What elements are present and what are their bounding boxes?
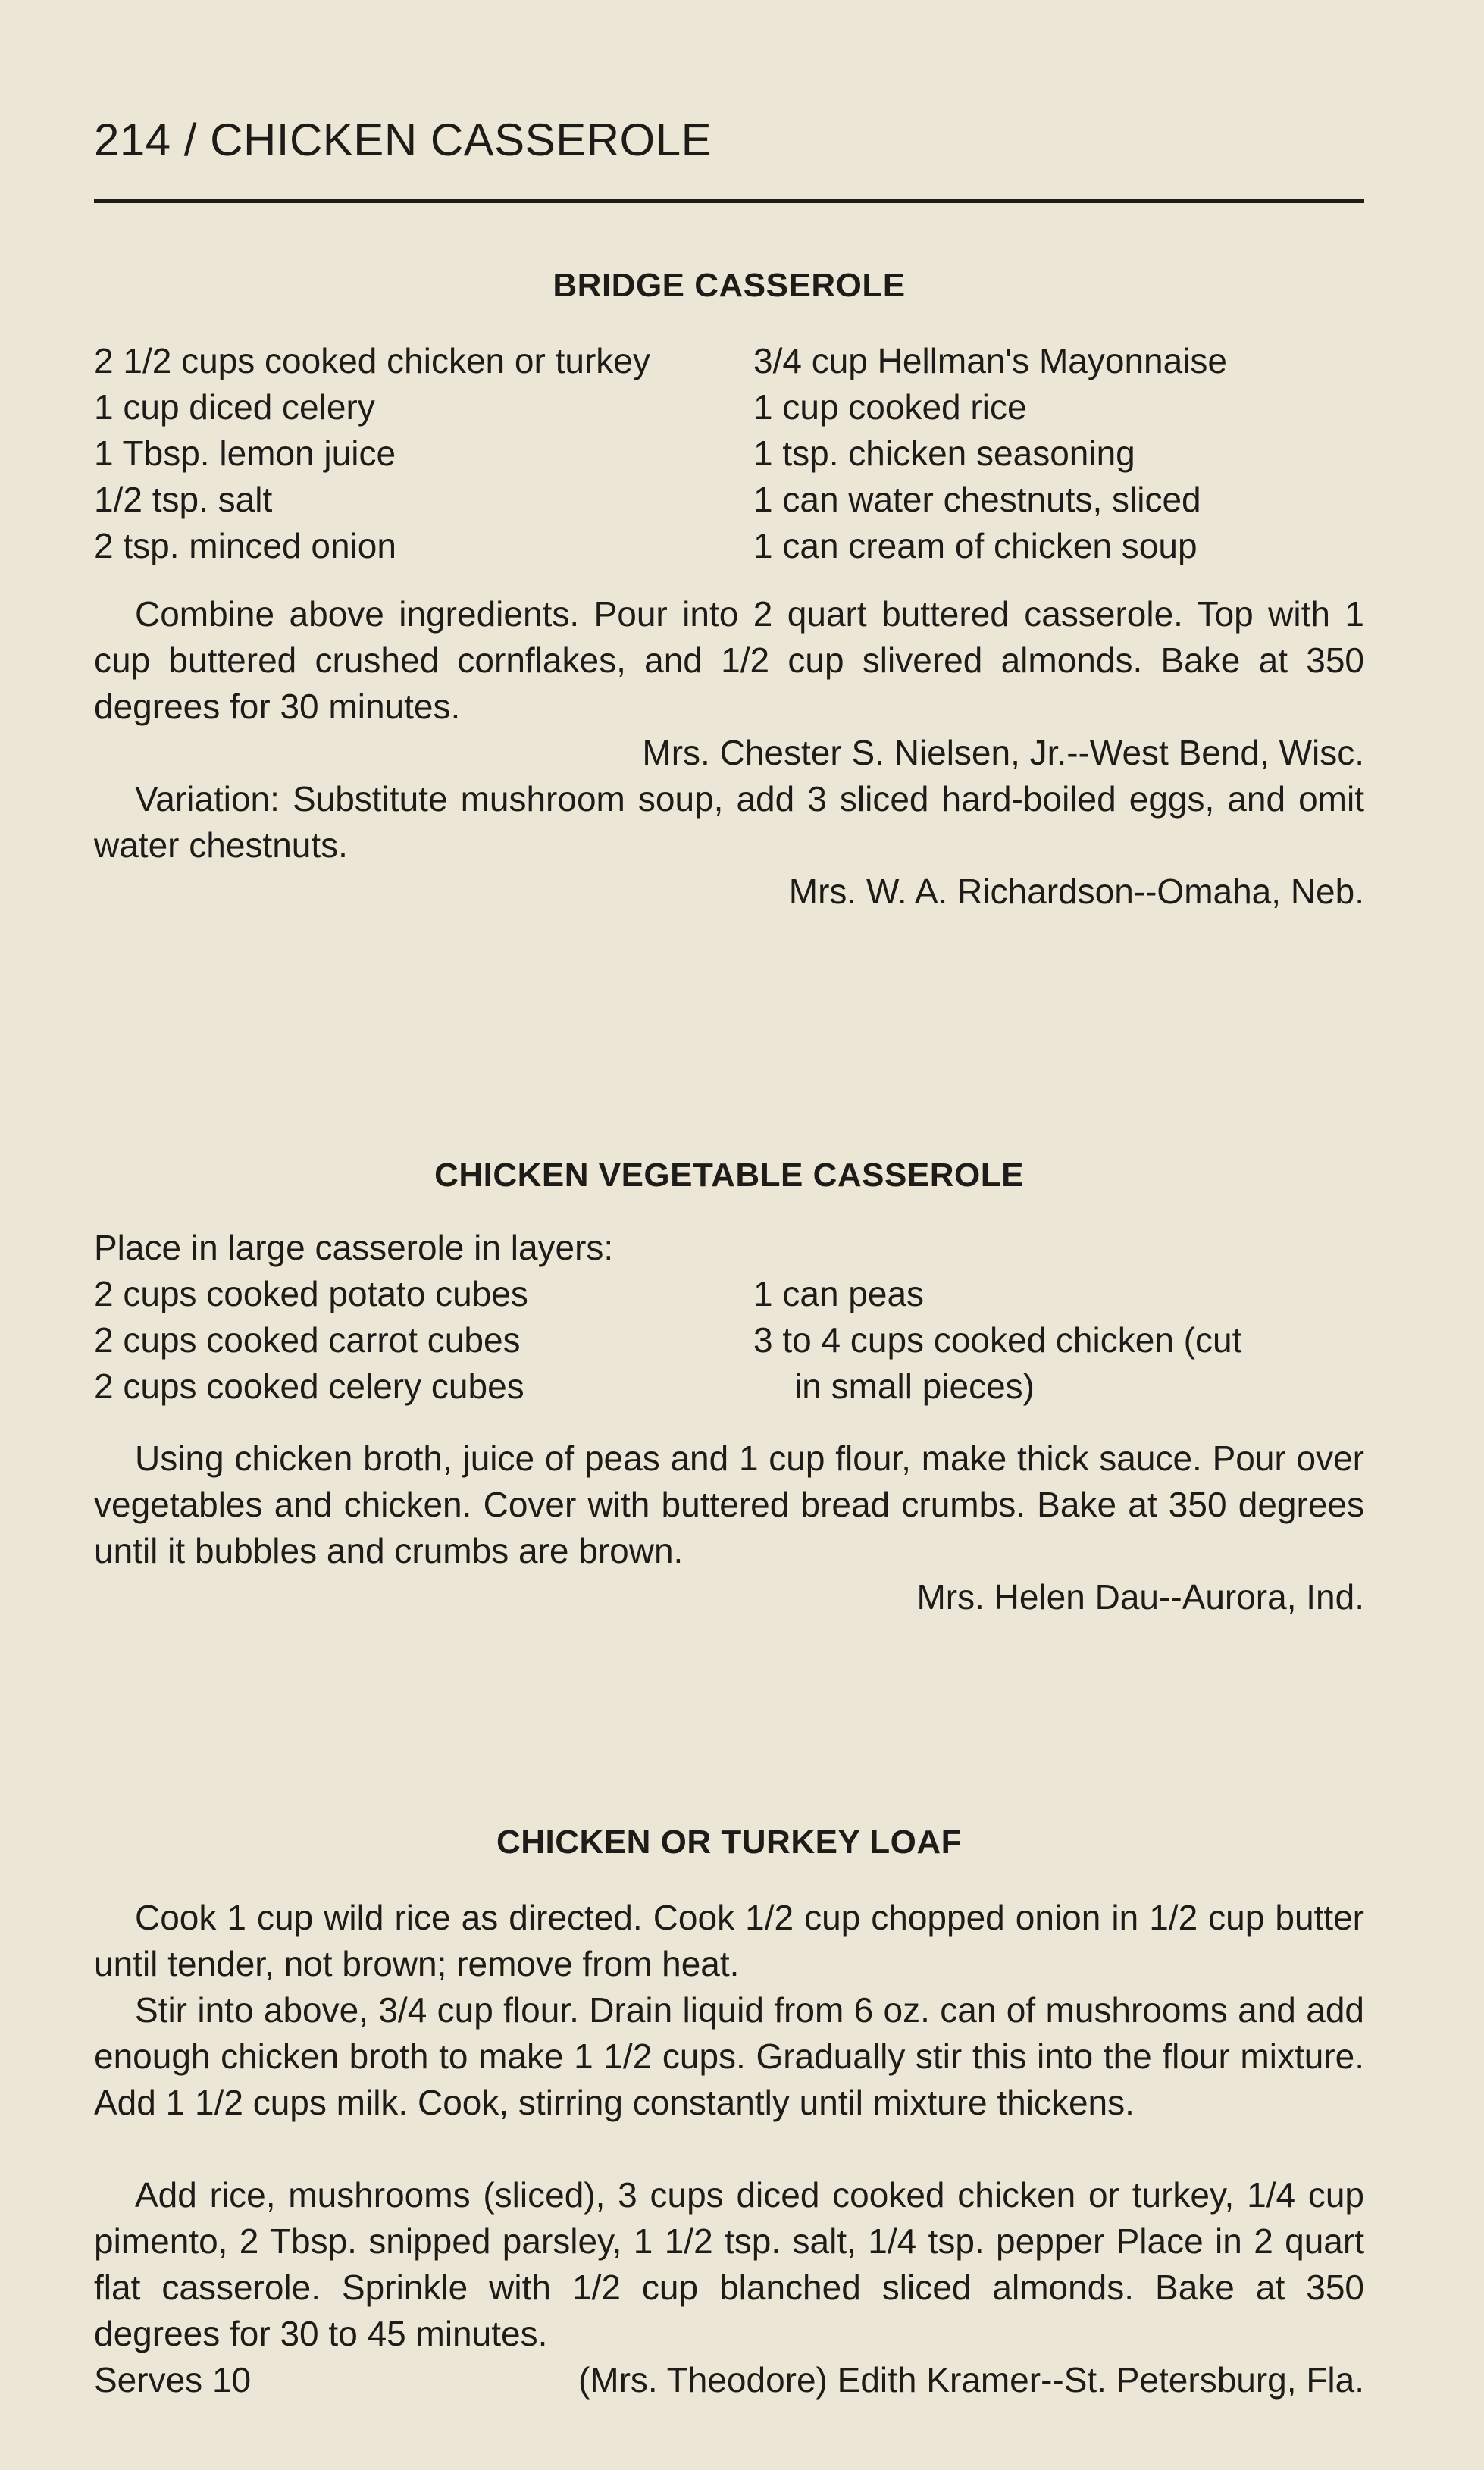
ingredient: 1 cup cooked rice xyxy=(753,387,1027,427)
recipe-title-bridge: BRIDGE CASSEROLE xyxy=(553,267,906,304)
ingredient: 3 to 4 cups cooked chicken (cut xyxy=(753,1320,1242,1360)
veg-attribution: Mrs. Helen Dau--Aurora, Ind. xyxy=(916,1577,1364,1617)
veg-ingredients-right xyxy=(753,1271,1364,1410)
ingredient: 1 Tbsp. lemon juice xyxy=(94,434,396,473)
ingredient-continued: in small pieces) xyxy=(794,1366,1035,1406)
ingredient: 1/2 tsp. salt xyxy=(94,480,273,519)
ingredient: 1 tsp. chicken seasoning xyxy=(753,434,1135,473)
ingredient: 2 cups cooked potato cubes xyxy=(94,1274,528,1313)
bridge-variation-attribution: Mrs. W. A. Richardson--Omaha, Neb. xyxy=(788,872,1364,911)
bridge-ingredients-left xyxy=(94,338,650,569)
page-header: 214 / CHICKEN CASSEROLE xyxy=(94,114,712,165)
bridge-variation: Variation: Substitute mushroom soup, add 3 sliced hard-boiled eggs, and omit water chestnuts. xyxy=(94,779,1364,865)
recipe-title-vegetable: CHICKEN VEGETABLE CASSEROLE xyxy=(434,1157,1024,1194)
ingredients-intro: Place in large casserole in layers: xyxy=(94,1228,614,1267)
ingredient: 2 cups cooked carrot cubes xyxy=(94,1320,521,1360)
ingredient: 2 cups cooked celery cubes xyxy=(94,1366,524,1406)
loaf-step-2: Stir into above, 3/4 cup flour. Drain liquid from 6 oz. can of mushrooms and add enough chicken broth to make 1 1/2 cups. Gradually stir this into the flour mixture. Add 1 1/2 cups milk. Cook, stirring constantly until mixture thickens. xyxy=(94,1990,1364,2122)
ingredient: 1 can water chestnuts, sliced xyxy=(753,480,1201,519)
bridge-attribution: Mrs. Chester S. Nielsen, Jr.--West Bend, Wisc. xyxy=(642,733,1364,772)
veg-directions: Using chicken broth, juice of peas and 1 cup flour, make thick sauce. Pour over vegetables and chicken. Cover with buttered bread crumbs. Bake at 350 degrees until it bubbles and crumbs are brown. xyxy=(94,1438,1364,1570)
ingredient: 2 1/2 cups cooked chicken or turkey xyxy=(94,341,650,380)
recipe-title-loaf: CHICKEN OR TURKEY LOAF xyxy=(496,1824,962,1861)
bridge-ingredients-right xyxy=(753,338,1227,569)
loaf-attribution: (Mrs. Theodore) Edith Kramer--St. Petersburg, Fla. xyxy=(578,2360,1364,2400)
ingredient: 3/4 cup Hellman's Mayonnaise xyxy=(753,341,1227,380)
ingredient: 1 can peas xyxy=(753,1274,925,1313)
ingredient: 1 cup diced celery xyxy=(94,387,375,427)
veg-ingredients-left xyxy=(94,1225,613,1410)
ingredient: 2 tsp. minced onion xyxy=(94,526,396,565)
bridge-directions: Combine above ingredients. Pour into 2 quart buttered casserole. Top with 1 cup buttered crushed cornflakes, and 1/2 cup slivered almonds. Bake at 350 degrees for 30 minutes. xyxy=(94,594,1364,726)
loaf-serves: Serves 10 xyxy=(94,2360,252,2400)
ingredient: 1 can cream of chicken soup xyxy=(753,526,1198,565)
loaf-step-1: Cook 1 cup wild rice as directed. Cook 1/2 cup chopped onion in 1/2 cup butter until tender, not brown; remove from heat. xyxy=(94,1898,1364,1983)
header-rule xyxy=(94,199,1364,203)
loaf-step-3: Add rice, mushrooms (sliced), 3 cups diced cooked chicken or turkey, 1/4 cup pimento, 2 Tbsp. snipped parsley, 1 1/2 tsp. salt, 1/4 tsp. pepper Place in 2 quart flat casserole. Sprinkle with 1/2 cup blanched sliced almonds. Bake at 350 degrees for 30 to 45 minutes. xyxy=(94,2175,1364,2353)
